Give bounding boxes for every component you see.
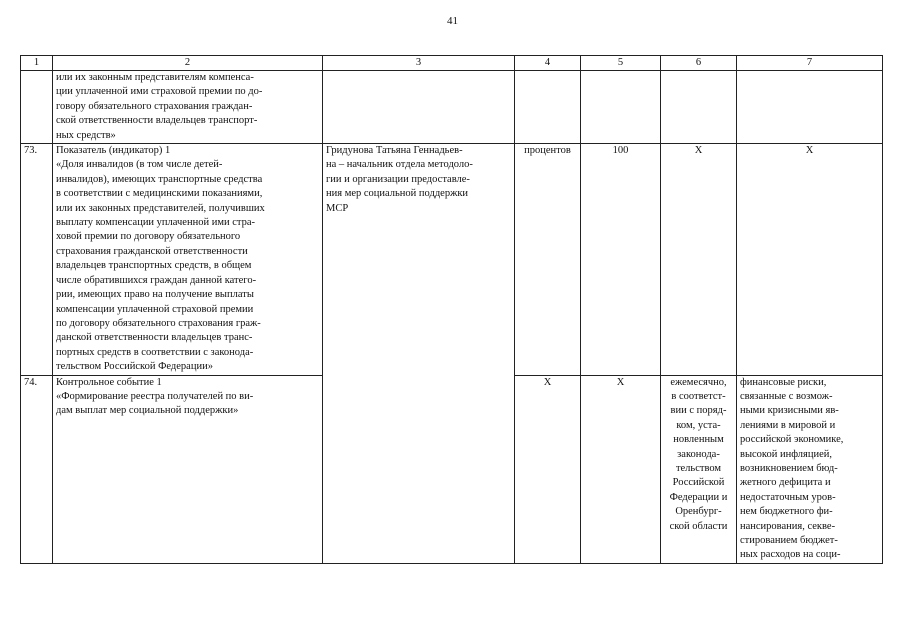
row-risks: [737, 71, 883, 144]
row-value: 100: [581, 144, 661, 376]
row-deadline: ежемесячно, в соответст- вии с поряд- ком, уста- новленным законода- тельством Российской Федерации и Оренбург- ской области: [661, 375, 737, 563]
row-responsible: Гридунова Татьяна Геннадьев- на – начальник отдела методоло- гии и организации предоставле- ния мер социальной поддержки МСР: [323, 144, 515, 564]
row-deadline: [661, 71, 737, 144]
row-number: [21, 71, 53, 144]
column-number-header: [21, 56, 883, 71]
row-description: или их законным представителям компенса- ции уплаченной ими страховой премии по до- говору обязательного страхования граждан- ской ответственности владельцев транспорт- ных средств»: [53, 71, 323, 144]
table-row-73: [21, 144, 883, 376]
column-header-3: 3: [323, 56, 515, 71]
row-unit: Х: [515, 375, 581, 563]
column-header-4: 4: [515, 56, 581, 71]
column-header-6: 6: [661, 56, 737, 71]
row-risks: финансовые риски, связанные с возмож- ными кризисными яв- лениями в мировой и российской экономике, высокой инфляцией, возникновением бюд- жетного дефицита и недостаточным уров- нем бюджетного фи- нансирования, секве- стированием бюджет- ных расходов на соци-: [737, 375, 883, 563]
column-header-1: 1: [21, 56, 53, 71]
row-unit: процентов: [515, 144, 581, 376]
row-deadline: Х: [661, 144, 737, 376]
document-table: [20, 55, 883, 564]
row-number: 73.: [21, 144, 53, 376]
column-header-7: 7: [737, 56, 883, 71]
table-row-continuation: [21, 71, 883, 144]
row-number: 74.: [21, 375, 53, 563]
row-responsible: [323, 71, 515, 144]
row-value: Х: [581, 375, 661, 563]
row-description: Показатель (индикатор) 1 «Доля инвалидов (в том числе детей- инвалидов), имеющих транспортные средства в соответствии с медицинскими показаниями, или их законных представителей, получивших выплату компенсации уплаченной ими стра- ховой премии по договору обязательного страхования гражданской ответственности владельцев транспортных средств, в общем числе обратившихся граждан данной катего- рии, имеющих право на получение выплаты компенсации уплаченной страховой премии по договору обязательного страхования граж- данской ответственности владельцев транс- портных средств в соответствии с законода- тельством Российской Федерации»: [53, 144, 323, 376]
column-header-5: 5: [581, 56, 661, 71]
row-risks: Х: [737, 144, 883, 376]
row-value: [581, 71, 661, 144]
page-number: 41: [447, 15, 458, 27]
row-description: Контрольное событие 1 «Формирование реестра получателей по ви- дам выплат мер социальной поддержки»: [53, 375, 323, 563]
row-unit: [515, 71, 581, 144]
column-header-2: 2: [53, 56, 323, 71]
